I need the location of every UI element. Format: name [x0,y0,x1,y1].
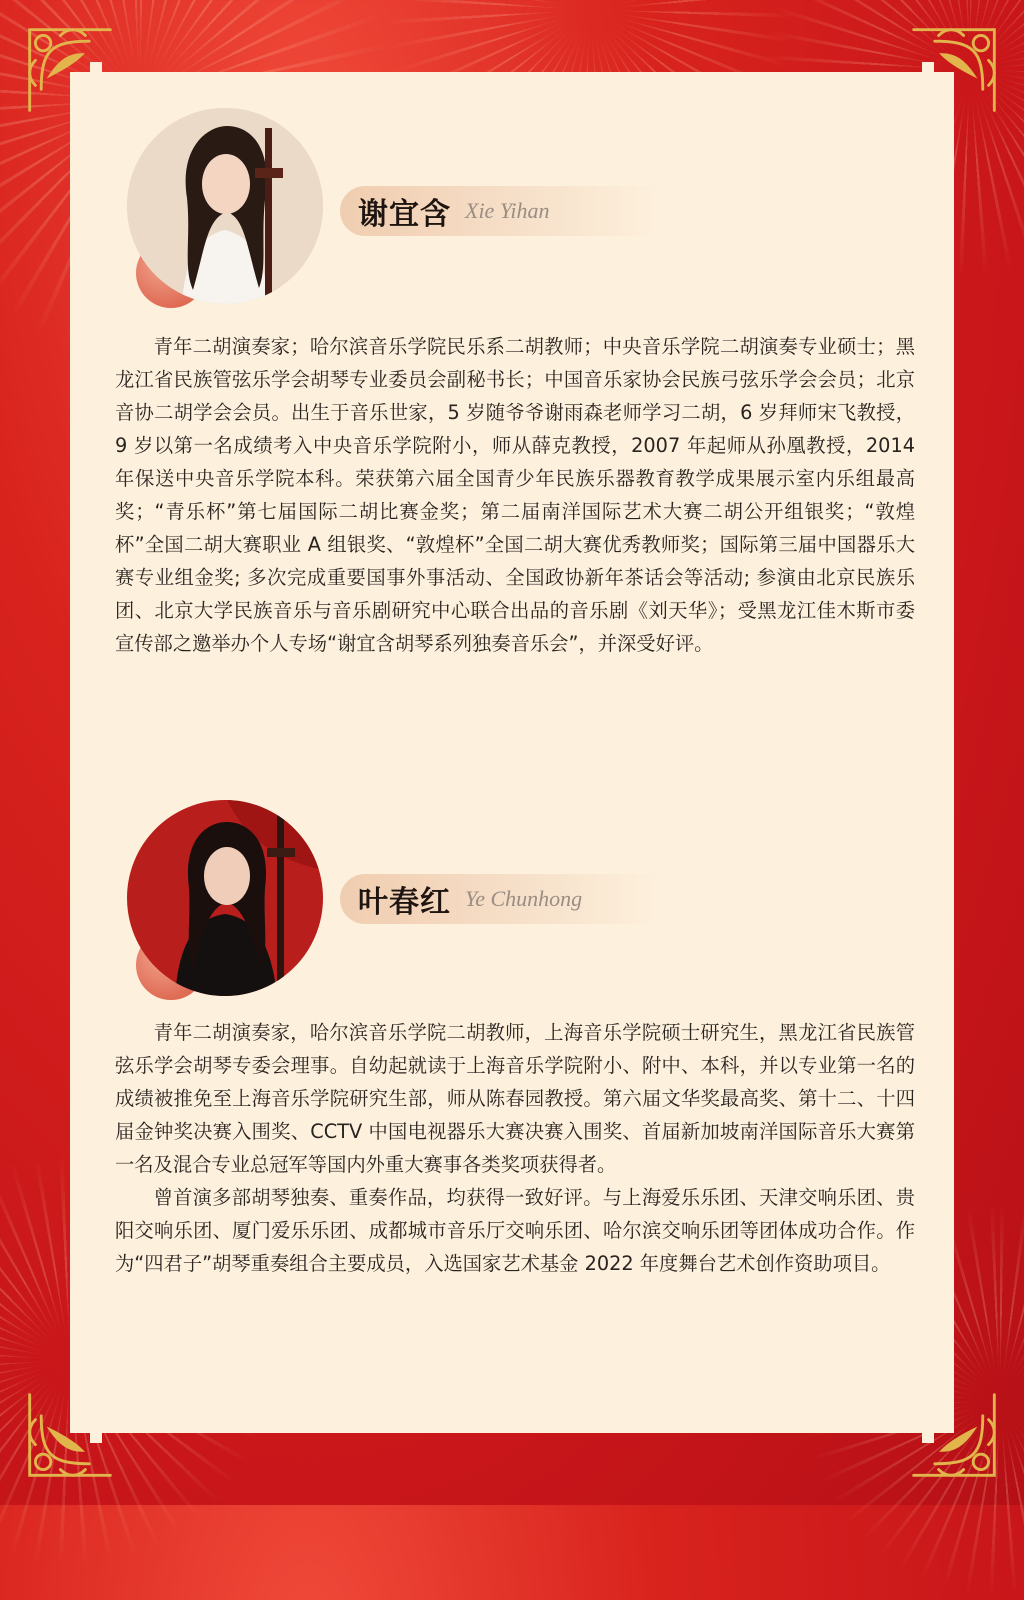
performer-name-cn: 谢宜含 [358,197,451,232]
performer-bio [115,1016,915,1280]
bio-paragraph: 曾首演多部胡琴独奏、重奏作品，均获得一致好评。与上海爱乐乐团、天津交响乐团、贵阳交响乐团、厦门爱乐乐团、成都城市音乐厅交响乐团、哈尔滨交响乐团等团体成功合作。作为“四君子”胡琴重奏组合主要成员，入选国家艺术基金 2022 年度舞台艺术创作资助项目。 [115,1186,915,1275]
bio-paragraph: 青年二胡演奏家；哈尔滨音乐学院民乐系二胡教师；中央音乐学院二胡演奏专业硕士；黑龙江省民族管弦乐学会胡琴专业委员会副秘书长；中国音乐家协会民族弓弦乐学会会员；北京音协二胡学会会员。出生于音乐世家，5 岁随爷爷谢雨森老师学习二胡，6 岁拜师宋飞教授，9 岁以第一名成绩考入中央音乐学院附小，师从薛克教授，2007 年起师从孙凰教授，2014 年保送中央音乐学院本科。荣获第六届全国青少年民族乐器教育教学成果展示室内乐组最高奖；“青乐杯”第七届国际二胡比赛金奖；第二届南洋国际艺术大赛二胡公开组银奖；“敦煌杯”全国二胡大赛职业 A 组银奖、“敦煌杯”全国二胡大赛优秀教师奖；国际第三届中国器乐大赛专业组金奖; 多次完成重要国事外事活动、全国政协新年茶话会等活动; 参演由北京民族乐团、北京大学民族音乐与音乐剧研究中心联合出品的音乐剧《刘天华》；受黑龙江佳木斯市委宣传部之邀举办个人专场“谢宜含胡琴系列独奏音乐会”，并深受好评。 [115,335,915,655]
name-tag [340,186,658,236]
portrait-xie-yihan [127,108,323,304]
performer-name-en: Xie Yihan [465,198,550,223]
performer-name-cn: 叶春红 [358,885,451,920]
performer-name-en: Ye Chunhong [465,886,583,911]
gold-ornament-icon [906,22,1002,118]
name-tag [340,874,658,924]
bio-paragraph: 青年二胡演奏家，哈尔滨音乐学院二胡教师，上海音乐学院硕士研究生，黑龙江省民族管弦乐学会胡琴专委会理事。自幼起就读于上海音乐学院附小、附中、本科，并以专业第一名的成绩被推免至上海音乐学院研究生部，师从陈春园教授。第六届文华奖最高奖、第十二、十四届金钟奖决赛入围奖、CCTV 中国电视器乐大赛决赛入围奖、首届新加坡南洋国际音乐大赛第一名及混合专业总冠军等国内外重大赛事各类奖项获得者。 [115,1021,915,1176]
portrait-ye-chunhong [127,800,323,996]
gold-ornament-icon [906,1387,1002,1483]
performer-bio [115,330,915,660]
gold-ornament-icon [22,1387,118,1483]
gold-ornament-icon [22,22,118,118]
